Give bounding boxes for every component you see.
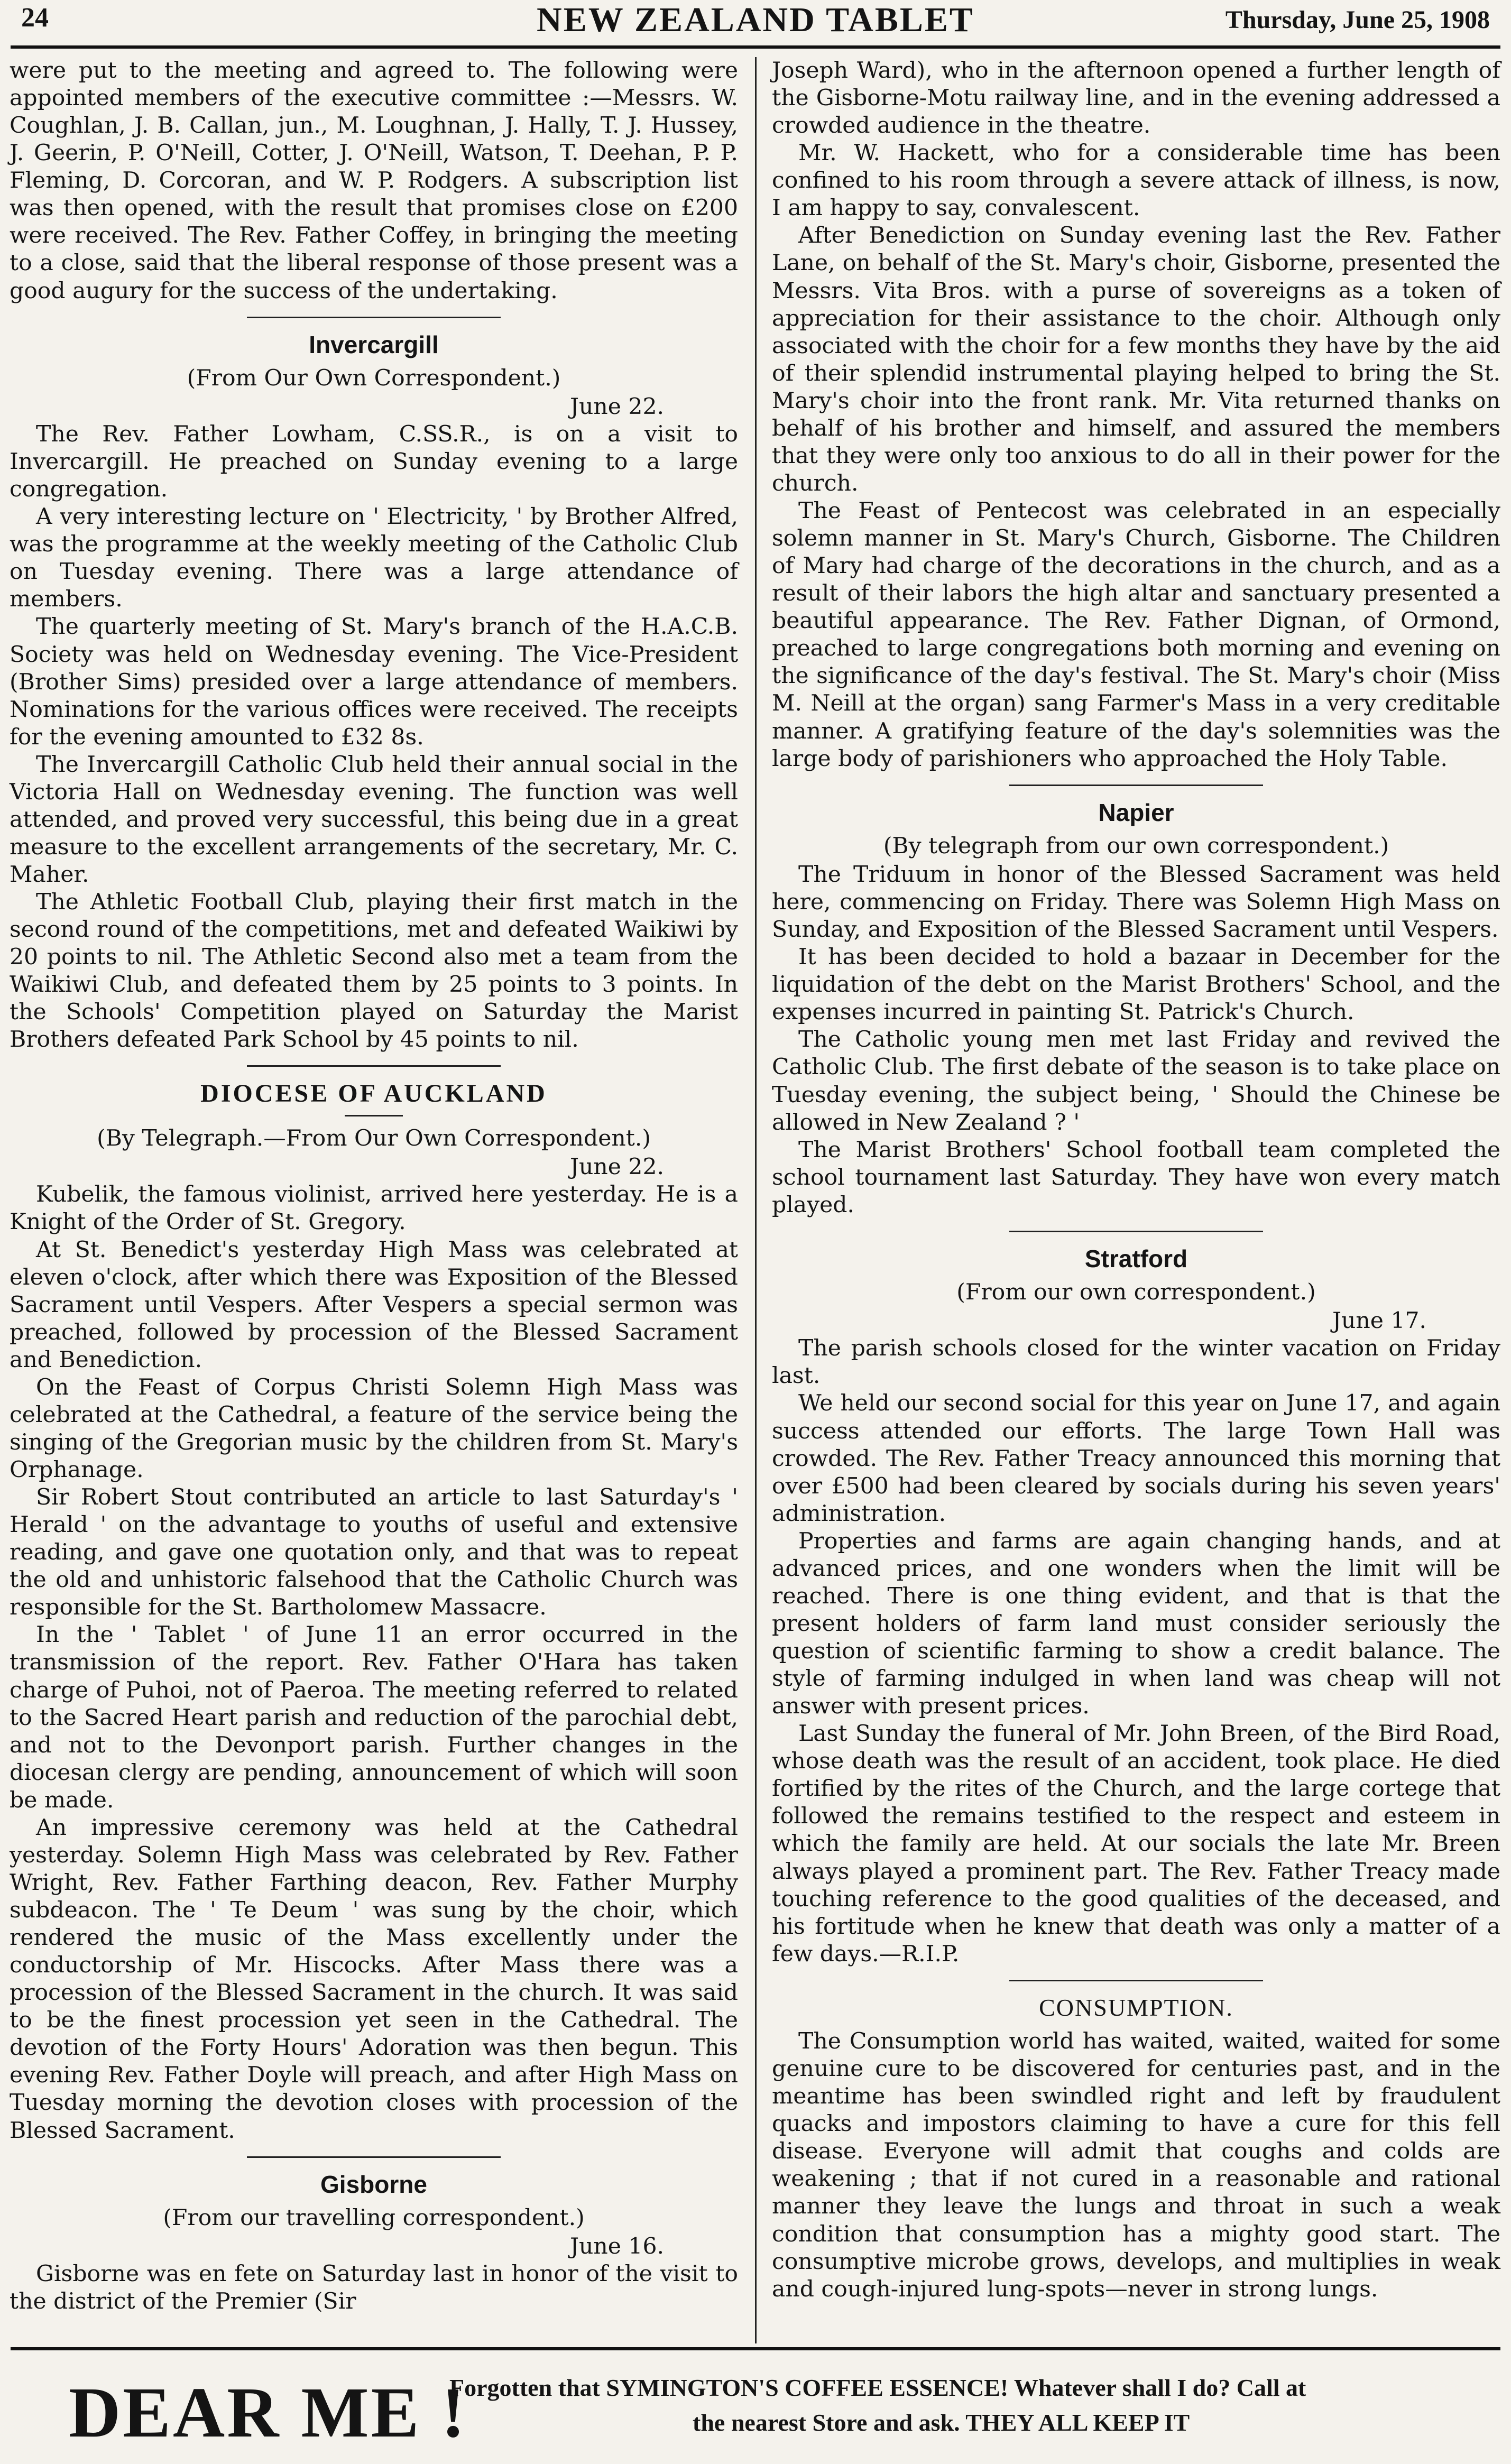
article-paragraph: On the Feast of Corpus Christi Solemn High Mass was celebrated at the Cathedral, a feature of the service being the singing of the Gregorian music by the children from St. Mary's Orphanage. xyxy=(10,1374,738,1483)
section-divider xyxy=(247,1065,501,1067)
article-paragraph: were put to the meeting and agreed to. The following were appointed members of the executive committee :—Messrs. W. Coughlan, J. B. Callan, jun., M. Loughnan, J. Hally, T. J. Hussey, J. Geerin, P. O'Neill, Cotter, J. O'Neill, Watson, T. Deehan, P. P. Fleming, D. Corcoran, and W. P. Rodgers. A subscription list was then opened, with the result that promises close on £200 were received. The Rev. Father Coffey, in bringing the meeting to a close, said that the liberal response of those present was a good augury for the success of the undertaking. xyxy=(10,58,738,304)
section-divider xyxy=(1009,1231,1263,1232)
right-column xyxy=(772,57,1500,2303)
article-paragraph: Sir Robert Stout contributed an article to last Saturday's ' Herald ' on the advantage to youths of useful and extensive reading, and gave one quotation only, and that was to repeat the old and unhistoric falsehood that the Catholic Church was responsible for the St. Bartholomew Massacre. xyxy=(10,1484,738,1621)
article-paragraph: It has been decided to hold a bazaar in December for the liquidation of the debt on the Marist Brothers' School, and the expenses incurred in painting St. Patrick's Church. xyxy=(772,944,1500,1026)
footer-advertisement xyxy=(11,2347,1500,2456)
section-byline: (By telegraph from our own correspondent.) xyxy=(883,833,1389,859)
article-paragraph: Gisborne was en fete on Saturday last in honor of the visit to the district of the Premier (Sir xyxy=(10,2261,738,2315)
section-divider xyxy=(1009,1980,1263,1981)
ad-text: the nearest Store and ask. THEY ALL KEEP IT xyxy=(693,2409,1190,2436)
article-paragraph: An impressive ceremony was held at the Cathedral yesterday. Solemn High Mass was celebrated by Rev. Father Wright, Rev. Father Farthing deacon, Rev. Father Murphy subdeacon. The ' Te Deum ' was sung by the choir, which rendered the music of the Mass excellently under the conductorship of Mr. Hiscocks. After Mass there was a procession of the Blessed Sacrament in the church. It was said to be the finest procession yet seen in the Cathedral. The devotion of the Forty Hours' Adoration was then begun. This evening Rev. Father Doyle will preach, and after High Mass on Tuesday morning the devotion closes with procession of the Blessed Sacrament. xyxy=(10,1814,738,2144)
article-paragraph: The Marist Brothers' School football team completed the school tournament last Saturday. They have won every match played. xyxy=(772,1137,1500,1218)
article-paragraph: The Consumption world has waited, waited, waited for some genuine cure to be discovered for centuries past, and in the meantime has been swindled right and left by fraudulent quacks and impostors claiming to have a cure for this fell disease. Everyone will admit that coughs and colds are weakening ; that if not cured in a reasonable and rational manner they leave the lungs and throat in such a weak condition that consumption has a mighty good start. The consumptive microbe grows, develops, and multiplies in weak and cough-injured lung-spots—never in strong lungs. xyxy=(772,2028,1500,2302)
ad-headline: DEAR ME ! xyxy=(69,2373,467,2452)
article-paragraph: The Catholic young men met last Friday and revived the Catholic Club. The first debate of the season is to take place on Tuesday evening, the subject being, ' Should the Chinese be allowed in New Zealand ? ' xyxy=(772,1027,1500,1136)
article-paragraph: The quarterly meeting of St. Mary's branch of the H.A.C.B. Society was held on Wednesday evening. The Vice-President (Brother Sims) presided over a large attendance of members. Nominations for the various offices were received. The receipts for the evening amounted to £32 8s. xyxy=(10,614,738,750)
article-paragraph: Joseph Ward), who in the afternoon opened a further length of the Gisborne-Motu railway line, and in the evening addressed a crowded audience in the theatre. xyxy=(772,58,1500,139)
article-paragraph: The Athletic Football Club, playing their first match in the second round of the competitions, met and defeated Waikiwi by 20 points to nil. The Athletic Second also met a team from the Waikiwi Club, and defeated them by 25 points to 3 points. In the Schools' Competition played on Saturday the Marist Brothers defeated Park School by 45 points to nil. xyxy=(10,889,738,1053)
section-byline: (By Telegraph.—From Our Own Correspondent.) xyxy=(97,1125,651,1152)
section-dateline: June 17. xyxy=(1332,1308,1426,1334)
section-heading-consumption: CONSUMPTION. xyxy=(1039,1994,1233,2021)
section-byline: (From our own correspondent.) xyxy=(956,1279,1316,1306)
article-paragraph: After Benediction on Sunday evening last the Rev. Father Lane, on behalf of the St. Mary's choir, Gisborne, presented the Messrs. Vita Bros. with a purse of sovereigns as a token of appreciation for their assistance to the choir. Although only associated with the choir for a few months they have by the aid of their splendid instrumental playing helped to bring the St. Mary's choir into the front rank. Mr. Vita returned thanks on behalf of his brother and himself, and assured the members that they were only too anxious to do all in their power for the church. xyxy=(772,223,1500,496)
issue-date: Thursday, June 25, 1908 xyxy=(1225,6,1490,34)
section-heading-gisborne: Gisborne xyxy=(320,2170,427,2198)
article-paragraph: The Feast of Pentecost was celebrated in an especially solemn manner in St. Mary's Church, Gisborne. The Children of Mary had charge of the decorations in the church, and as a result of their labors the high altar and sanctuary presented a beautiful appearance. The Rev. Father Dignan, of Ormond, preached to large congregations both morning and evening on the significance of the day's festival. The St. Mary's choir (Miss M. Neill at the organ) sang Farmer's Mass in a very creditable manner. A gratifying feature of the day's solemnities was the large body of parishioners who approached the Holy Table. xyxy=(772,498,1500,772)
article-paragraph: The parish schools closed for the winter vacation on Friday last. xyxy=(772,1335,1500,1389)
section-heading-invercargill: Invercargill xyxy=(309,330,439,358)
article-paragraph: The Invercargill Catholic Club held their annual social in the Victoria Hall on Wednesday evening. The function was well attended, and proved very successful, this being due in a great measure to the excellent arrangements of the secretary, Mr. C. Maher. xyxy=(10,751,738,888)
masthead xyxy=(11,0,1500,49)
article-paragraph: We held our second social for this year on June 17, and again success attended our efforts. The large Town Hall was crowded. The Rev. Father Treacy announced this morning that over £500 had been cleared by socials during his seven years' administration. xyxy=(772,1390,1500,1527)
page-number: 24 xyxy=(21,3,49,33)
section-dateline: June 22. xyxy=(569,1154,664,1180)
article-paragraph: The Triduum in honor of the Blessed Sacrament was held here, commencing on Friday. There was Solemn High Mass on Sunday, and Exposition of the Blessed Sacrament until Vespers. xyxy=(772,862,1500,943)
section-divider xyxy=(247,2156,501,2158)
ad-text: Forgotten that SYMINGTON'S COFFEE ESSENCE! Whatever shall I do? Call at xyxy=(449,2374,1306,2401)
section-dateline: June 16. xyxy=(569,2233,664,2259)
article-paragraph: Kubelik, the famous violinist, arrived here yesterday. He is a Knight of the Order of St. Gregory. xyxy=(10,1182,738,1235)
section-byline: (From Our Own Correspondent.) xyxy=(187,365,561,391)
left-column xyxy=(10,57,738,2315)
section-dateline: June 22. xyxy=(569,393,664,420)
article-paragraph: At St. Benedict's yesterday High Mass was celebrated at eleven o'clock, after which there was Exposition of the Blessed Sacrament until Vespers. After Vespers a special sermon was preached, followed by procession of the Blessed Sacrament and Benediction. xyxy=(10,1236,738,1373)
article-paragraph: The Rev. Father Lowham, C.SS.R., is on a visit to Invercargill. He preached on Sunday evening to a large congregation. xyxy=(10,421,738,503)
section-heading-napier: Napier xyxy=(1098,798,1174,826)
article-paragraph: Properties and farms are again changing hands, and at advanced prices, and one wonders when the limit will be reached. There is one thing evident, and that is that the present holders of farm land must consider seriously the question of scientific farming to show a credit balance. The style of farming indulged in when land was cheap will not answer with present prices. xyxy=(772,1528,1500,1720)
section-byline: (From our travelling correspondent.) xyxy=(163,2204,585,2231)
article-paragraph: Mr. W. Hackett, who for a considerable time has been confined to his room through a severe attack of illness, is now, I am happy to say, convalescent. xyxy=(772,140,1500,222)
section-heading-stratford: Stratford xyxy=(1084,1244,1188,1272)
column-rule xyxy=(755,57,757,2343)
newspaper-title: NEW ZEALAND TABLET xyxy=(537,1,974,39)
section-divider xyxy=(247,317,501,318)
section-heading-auckland: DIOCESE OF AUCKLAND xyxy=(200,1079,547,1108)
heading-underline xyxy=(345,1115,403,1116)
article-paragraph: A very interesting lecture on ' Electricity, ' by Brother Alfred, was the programme at the weekly meeting of the Catholic Club on Tuesday evening. There was a large attendance of members. xyxy=(10,504,738,613)
section-divider xyxy=(1009,785,1263,786)
article-paragraph: In the ' Tablet ' of June 11 an error occurred in the transmission of the report. Rev. Father O'Hara has taken charge of Puhoi, not of Paeroa. The meeting referred to related to the Sacred Heart parish and reduction of the parochial debt, and not to the Devonport parish. Further changes in the diocesan clergy are pending, announcement of which will soon be made. xyxy=(10,1622,738,1813)
article-paragraph: Last Sunday the funeral of Mr. John Breen, of the Bird Road, whose death was the result of an accident, took place. He died fortified by the rites of the Church, and the large cortege that followed the remains testified to the respect and esteem in which the family are held. At our socials the late Mr. Breen always played a prominent part. The Rev. Father Treacy made touching reference to the good qualities of the deceased, and his fortitude when he knew that death was only a matter of a few days.—R.I.P. xyxy=(772,1721,1500,1967)
